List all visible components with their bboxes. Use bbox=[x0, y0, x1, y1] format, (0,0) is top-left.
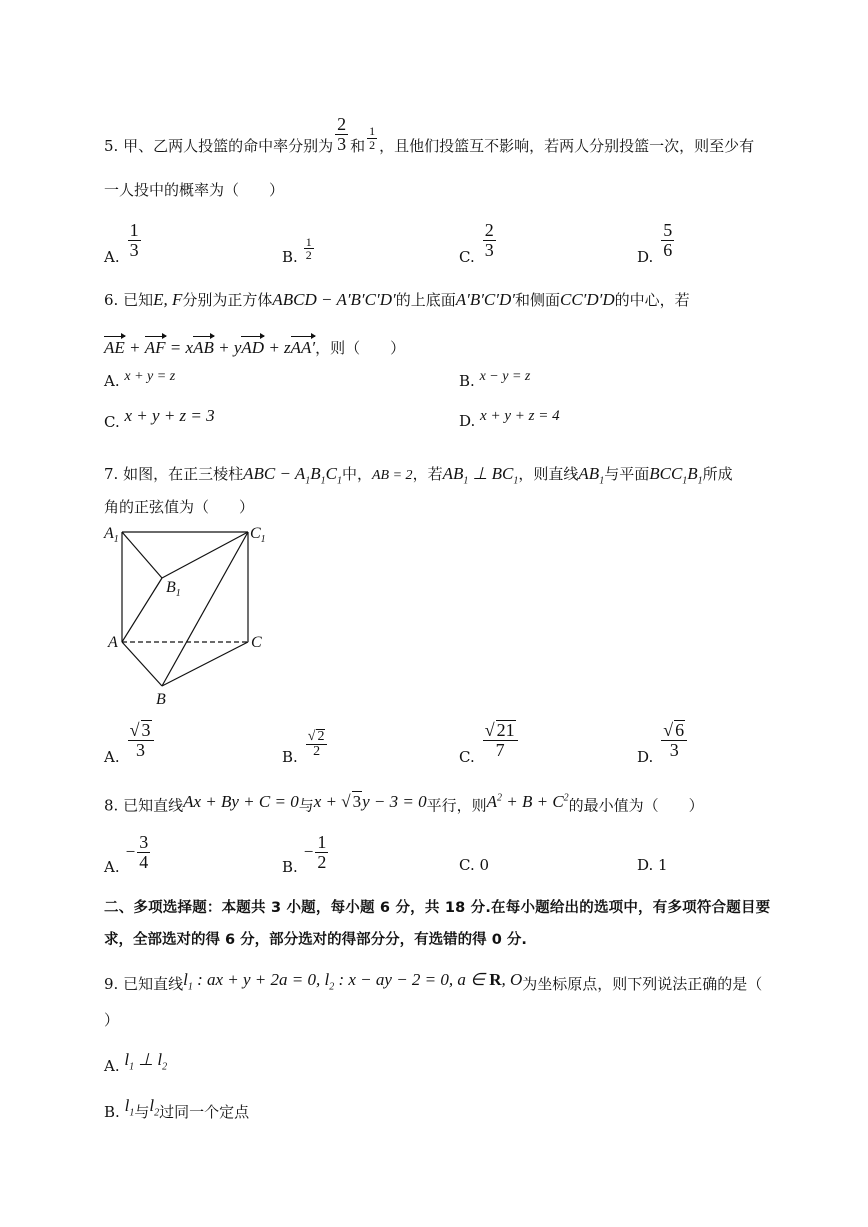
label-a1: $A_1$ bbox=[104, 525, 119, 545]
q7-option-a[interactable]: A. $\frac{√ 3}{3}$ bbox=[104, 718, 156, 766]
prism-figure bbox=[100, 520, 300, 710]
q6-vector-equation: AE + AF = xAB + yAD + zAA′，则（ ） bbox=[104, 338, 406, 357]
q9-option-a[interactable]: A. $l_1$ ⊥ $l_2$ bbox=[104, 1050, 168, 1075]
q9-line1: 9. 已知直线$l_1$ : ax + y + 2a = 0, $l_2$ : x − ay − 2 = 0, a ∈ R, O为坐标原点，则下列说法正确的是（ bbox=[104, 970, 763, 993]
q8-option-d[interactable]: D. 1 bbox=[637, 856, 668, 874]
q5-and: 和 bbox=[350, 137, 366, 155]
q5-option-b[interactable]: B. $\frac{1}{2}$ bbox=[282, 234, 312, 266]
q5-prob2: $\frac{1}{2}$ bbox=[369, 123, 376, 152]
q7-line1: 7. 如图，在正三棱柱ABC − $A_1B_1C_1$中，AB = 2，若$AB_1$ ⊥ $BC_1$，则直线$AB_1$与平面$BCC_1B_1$所成 bbox=[104, 464, 733, 487]
label-b1: $B_1$ bbox=[166, 579, 181, 599]
q7-option-b[interactable]: B. $\frac{√ 2}{2}$ bbox=[282, 718, 329, 766]
label-c1: $C_1$ bbox=[250, 525, 266, 545]
q7-option-d[interactable]: D. $\frac{√ 6}{3}$ bbox=[637, 718, 689, 766]
q5-option-d[interactable]: D. $\frac{5}{6}$ bbox=[637, 220, 673, 266]
label-a: A bbox=[108, 634, 118, 651]
q5-option-c[interactable]: C. $\frac{2}{3}$ bbox=[459, 220, 494, 266]
q5-prob1: $\frac{2}{3}$ bbox=[337, 113, 347, 154]
q5-line1 bbox=[104, 113, 755, 174]
q8-option-c[interactable]: C. 0 bbox=[459, 856, 490, 874]
q6-option-b[interactable]: B. x − y = z bbox=[459, 369, 531, 390]
q6-option-c[interactable]: C. x + y + z = 3 bbox=[104, 406, 215, 431]
q7-line2: 角的正弦值为（ ） bbox=[104, 498, 255, 516]
q5-option-a[interactable]: A. $\frac{1}{3}$ bbox=[104, 220, 139, 266]
section2-line2: 求，全部选对的得 6 分，部分选对的得部分分，有选错的得 0 分. bbox=[104, 932, 527, 948]
q8-option-b[interactable]: B. − $\frac{1}{2}$ bbox=[282, 832, 327, 876]
q5-prefix: 5. 甲、乙两人投篮的命中率分别为 bbox=[104, 137, 334, 155]
q6-option-a[interactable]: A. x + y = z bbox=[104, 369, 176, 390]
q6-option-d[interactable]: D. x + y + z = 4 bbox=[459, 408, 560, 430]
q9-option-b[interactable]: B. $l_1$与$l_2$过同一个定点 bbox=[104, 1096, 250, 1121]
label-c: C bbox=[251, 634, 262, 651]
section2-line1: 二、多项选择题：本题共 3 小题，每小题 6 分，共 18 分.在每小题给出的选项中，有多项符合题目要 bbox=[104, 900, 771, 916]
q7-option-c[interactable]: C. $\frac{√ 21}{7}$ bbox=[459, 718, 520, 766]
q8-option-a[interactable]: A. − $\frac{3}{4}$ bbox=[104, 832, 149, 876]
label-b: B bbox=[156, 691, 166, 708]
q5-suffix: ，且他们投篮互不影响，若两人分别投篮一次，则至少有 bbox=[379, 137, 755, 155]
q5-line2: 一人投中的概率为（ ） bbox=[104, 181, 285, 199]
q8-line1: 8. 已知直线Ax + By + C = 0与x + √ 3y − 3 = 0平行，则$A^2 + B + C^2$的最小值为（ ） bbox=[104, 791, 704, 815]
q9-line2: ） bbox=[104, 1011, 120, 1029]
q6-line1: 6. 已知E, F分别为正方体ABCD − A′B′C′D′的上底面A′B′C′D′和侧面CC′D′D的中心，若 bbox=[104, 290, 690, 309]
